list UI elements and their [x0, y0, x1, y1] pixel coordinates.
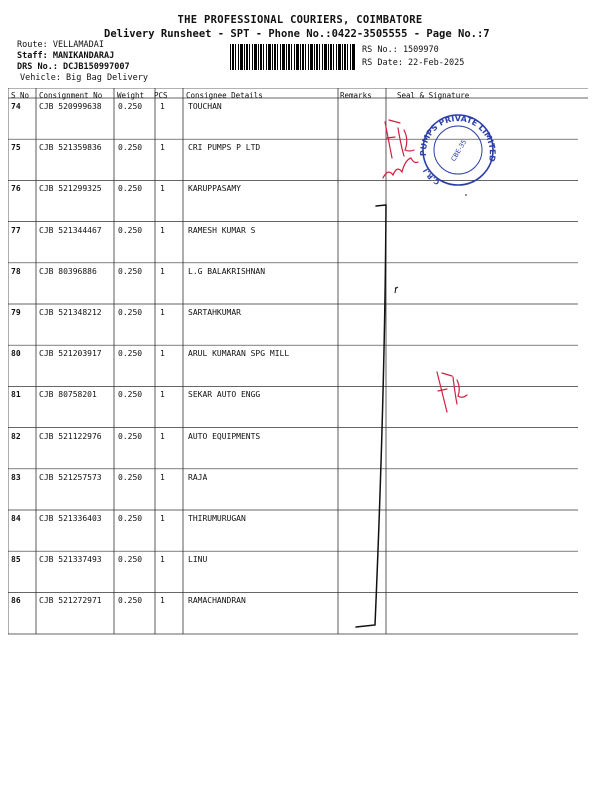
weight-cell: 0.250: [118, 266, 143, 276]
consignment-cell: CJB 80758201: [39, 390, 97, 400]
sno-cell: 83: [11, 472, 21, 482]
runsheet-subtitle: Delivery Runsheet - SPT - Phone No.:0422-3505555 - Page No.:7: [104, 28, 490, 40]
pcs-cell: 1: [160, 349, 165, 359]
seal-center-text: CBE-35: [449, 138, 469, 163]
consignment-cell: CJB 521257573: [39, 472, 102, 482]
table-grid: [8, 88, 588, 636]
weight-cell: 0.250: [118, 349, 143, 359]
weight-cell: 0.250: [118, 555, 143, 565]
consignee-cell: SARTAHKUMAR: [188, 308, 241, 317]
pcs-cell: 1: [160, 596, 165, 606]
pcs-cell: 1: [160, 431, 165, 441]
weight-cell: 0.250: [118, 390, 143, 400]
weight-cell: 0.250: [118, 596, 143, 606]
consignee-cell: CRI PUMPS P LTD: [188, 143, 261, 153]
pcs-cell: 1: [160, 102, 165, 111]
pcs-cell: 1: [160, 308, 165, 317]
runsheet-table: [8, 88, 588, 636]
rs-date: RS Date: 22-Feb-2025: [362, 58, 465, 68]
consignment-cell: CJB 521348212: [39, 308, 102, 317]
sno-cell: 76: [11, 184, 21, 194]
consignee-cell: L.G BALAKRISHNAN: [188, 266, 266, 276]
pcs-cell: 1: [160, 555, 165, 565]
weight-cell: 0.250: [118, 102, 143, 111]
sno-cell: 82: [11, 431, 21, 441]
pcs-cell: 1: [160, 472, 165, 482]
consignee-cell: ARUL KUMARAN SPG MILL: [188, 349, 290, 359]
route-label: Route: VELLAMADAI: [17, 40, 104, 50]
col-header-sno: S No: [11, 91, 30, 100]
consignee-cell: SEKAR AUTO ENGG: [188, 390, 261, 400]
vehicle-label: Vehicle: Big Bag Delivery: [20, 73, 148, 83]
consignment-cell: CJB 521203917: [39, 349, 102, 359]
consignment-cell: CJB 521299325: [39, 184, 102, 194]
consignee-cell: LINU: [188, 555, 208, 565]
pcs-cell: 1: [160, 184, 165, 194]
drs-number: DRS No.: DCJB150997007: [17, 62, 130, 72]
consignment-cell: CJB 521359836: [39, 143, 102, 153]
weight-cell: 0.250: [118, 431, 143, 441]
consignee-cell: AUTO EQUIPMENTS: [188, 431, 261, 441]
col-header-consignment: Consignment No: [39, 91, 103, 100]
col-header-seal: Seal & Signature: [397, 91, 470, 100]
weight-cell: 0.250: [118, 308, 143, 317]
weight-cell: 0.250: [118, 472, 143, 482]
consignee-cell: RAMESH KUMAR S: [188, 225, 256, 235]
weight-cell: 0.250: [118, 514, 143, 523]
consignment-cell: CJB 521336403: [39, 514, 102, 523]
consignment-cell: CJB 521337493: [39, 555, 102, 565]
seal-ring-text-2: C.R.I: [421, 166, 442, 187]
col-header-consignee: Consignee Details: [186, 91, 263, 100]
barcode: [230, 44, 355, 70]
pcs-cell: 1: [160, 225, 165, 235]
pcs-cell: 1: [160, 266, 165, 276]
consignee-cell: THIRUMURUGAN: [188, 514, 246, 523]
consignee-cell: RAMACHANDRAN: [188, 596, 246, 606]
col-header-remarks: Remarks: [340, 91, 372, 100]
consignment-cell: CJB 521272971: [39, 596, 102, 606]
weight-cell: 0.250: [118, 184, 143, 194]
col-header-pcs: PCS: [154, 91, 168, 100]
seal-ring-text: PUMPS PRIVATE LIMITED: [418, 114, 497, 163]
consignment-cell: CJB 520999638: [39, 102, 102, 111]
col-header-weight: Weight: [117, 91, 145, 100]
consignee-cell: KARUPPASAMY: [188, 184, 241, 194]
company-title: THE PROFESSIONAL COURIERS, COIMBATORE: [177, 14, 423, 26]
rs-number: RS No.: 1509970: [362, 45, 439, 55]
sno-cell: 74: [11, 102, 21, 111]
weight-cell: 0.250: [118, 225, 143, 235]
sno-cell: 84: [11, 514, 21, 523]
sno-cell: 80: [11, 349, 21, 359]
weight-cell: 0.250: [118, 143, 143, 153]
pcs-cell: 1: [160, 514, 165, 523]
consignee-cell: RAJA: [188, 472, 208, 482]
consignee-cell: TOUCHAN: [188, 102, 222, 111]
staff-label: Staff: MANIKANDARAJ: [17, 51, 115, 61]
sno-cell: 77: [11, 225, 21, 235]
sno-cell: 85: [11, 555, 21, 565]
consignment-cell: CJB 80396886: [39, 266, 97, 276]
consignment-cell: CJB 521344467: [39, 225, 102, 235]
sno-cell: 75: [11, 143, 21, 153]
sno-cell: 86: [11, 596, 21, 606]
consignment-cell: CJB 521122976: [39, 431, 102, 441]
sno-cell: 81: [11, 390, 21, 400]
sno-cell: 79: [11, 308, 21, 317]
pcs-cell: 1: [160, 143, 165, 153]
sno-cell: 78: [11, 266, 21, 276]
pcs-cell: 1: [160, 390, 165, 400]
